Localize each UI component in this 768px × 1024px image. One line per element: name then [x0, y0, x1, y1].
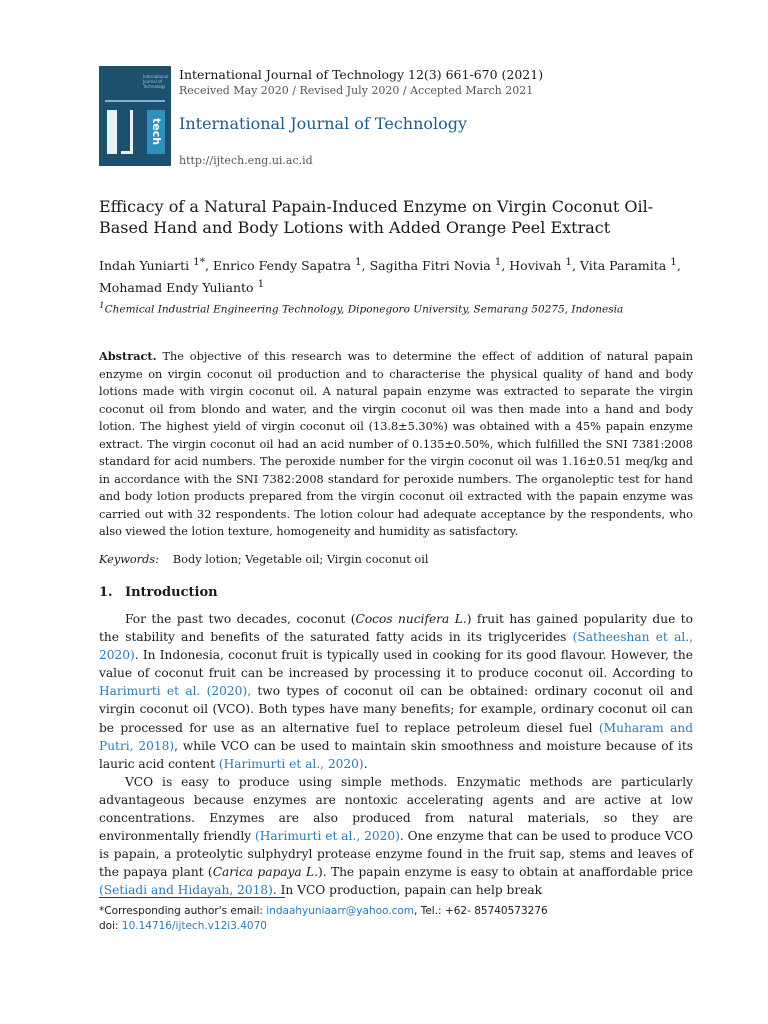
abstract — [99, 348, 693, 541]
author-name: Enrico Fendy Sapatra — [212, 258, 351, 274]
journal-citation: International Journal of Technology 12(3) 661-670 (2021) — [179, 67, 544, 82]
cover-divider — [105, 100, 165, 102]
species-name: Carica papaya L. — [212, 865, 318, 880]
footnote — [99, 904, 548, 934]
cover-line: Technology — [143, 84, 166, 89]
abstract-label: Abstract. — [99, 349, 157, 363]
intro-paragraph-1 — [99, 610, 693, 773]
keywords-label: Keywords: — [99, 553, 159, 566]
logo-i-shape — [107, 110, 117, 154]
doi-link[interactable]: 10.14716/ijtech.v12i3.4070 — [121, 920, 267, 932]
citation-link[interactable]: (Harimurti et al., 2020) — [218, 756, 364, 771]
author-mark: 1* — [193, 256, 205, 268]
citation-link[interactable]: (Satheeshan et al., 2020) — [99, 630, 693, 663]
author-name: Sagitha Fitri Novia — [369, 258, 491, 274]
keywords-text: Body lotion; Vegetable oil; Virgin coconut oil — [172, 553, 429, 566]
text-run: VCO is easy to produce using simple methods. Enzymatic methods are particularly advantageous because enzymes are nontoxic accelerating agents and are active at low concentrations. Enzymes are also produced from natural materials, so they are environmentally friendly — [99, 774, 693, 844]
affiliation-mark: 1 — [99, 301, 105, 311]
text-run: ) fruit has gained popularity due to the stability and benefits of the saturated fatty acids in its triglycerides — [99, 612, 693, 645]
logo-j-shape — [121, 110, 133, 154]
footnote-divider — [99, 897, 285, 898]
citation-link[interactable]: Harimurti et al. (2020), — [99, 684, 252, 699]
text-run: , while VCO can be used to maintain skin smoothness and moisture because of its lauric acid content — [99, 738, 693, 771]
logo-tech-text: tech — [147, 110, 165, 154]
corresponding-author-line — [99, 904, 548, 919]
section-title: Introduction — [125, 585, 218, 600]
abstract-text: The objective of this research was to determine the effect of addition of natural papain enzyme on virgin coconut oil production and to characterise the physical quality of hand and body lotions made with virgin coconut oil. A natural papain enzyme was extracted to separate the virgin coconut oil from blondo and water, and the virgin coconut oil was then made into a hand and body lotion. The highest yield of virgin coconut oil (13.8±5.30%) was obtained with a 45% papain enzyme extract. The virgin coconut oil had an acid number of 0.135±0.50%, which fulfilled the SNI 7381:2008 standard for acid numbers. The peroxide number for the virgin coconut oil was 1.16±0.51 meq/kg and in accordance with the SNI 7382:2008 standard for peroxide numbers. The organoleptic test for hand and body lotion products prepared from the virgin coconut oil extracted with the papain enzyme was carried out with 32 respondents. The lotion colour had adequate acceptance by the respondents, who also viewed the lotion texture, homogeneity and humidity as satisfactory. — [99, 350, 694, 538]
introduction-body — [99, 610, 693, 900]
cover-line: International — [143, 74, 169, 79]
citation-link[interactable]: (Harimurti et al., 2020) — [255, 829, 400, 844]
author-name: Indah Yuniarti — [99, 258, 190, 274]
species-name: Cocos nucifera L. — [355, 612, 467, 626]
journal-cover-image — [99, 66, 171, 166]
text-run: . One enzyme that can be used to produce VCO is papain, a proteolytic sulphydryl protease enzyme found in the fruit sap, stems and leaves of the papaya plant ( — [99, 829, 693, 880]
author-mark: 1 — [354, 256, 362, 268]
affiliation-text: Chemical Industrial Engineering Technology, Diponegoro University, Semarang 50275, Indonesia — [104, 303, 624, 316]
corr-label: *Corresponding author's email: — [99, 905, 267, 917]
section-heading-introduction — [99, 585, 218, 600]
email-link[interactable]: indaahyuniaarr@yahoo.com — [266, 905, 415, 917]
paper-title: Efficacy of a Natural Papain-Induced Enzyme on Virgin Coconut Oil-Based Hand and Body Lotions with Added Orange Peel Extract — [99, 197, 654, 237]
text-run: ). The papain enzyme is easy to obtain at anaffordable price — [318, 865, 694, 880]
cover-line: Journal of — [143, 79, 162, 84]
telephone: , Tel.: +62- 85740573276 — [414, 905, 548, 917]
author-mark: 1 — [670, 256, 677, 268]
doi-label: doi: — [99, 920, 122, 932]
citation-link[interactable]: (Muharam and Putri, 2018) — [99, 720, 694, 753]
author-list: Indah Yuniarti $^{1*}$, Enrico Fendy Sapatra $^1$, Sagitha Fitri Novia $^1$, Hovivah $^1$, Vita Paramita $^1$, Mohamad Endy Yulianto $^1$ — [99, 256, 681, 296]
text-run: . In Indonesia, coconut fruit is typically used in cooking for its good flavour. However, the value of coconut fruit can be increased by processing it to produce coconut oil. According to — [99, 648, 693, 681]
cover-text — [143, 74, 169, 89]
author-mark: 1 — [257, 278, 265, 291]
author-mark: 1 — [494, 256, 502, 268]
received-dates: Received May 2020 / Revised July 2020 / Accepted March 2021 — [179, 84, 534, 97]
keywords — [99, 553, 428, 566]
text-run: two types of coconut oil can be obtained: ordinary coconut oil and virgin coconut oil (VCO). Both types have many benefits; for example, ordinary coconut oil can be processed for use as an alternative fuel to replace petroleum diesel fuel — [99, 684, 693, 735]
author-name: Vita Paramita — [579, 258, 667, 274]
section-number: 1. — [99, 585, 113, 600]
intro-paragraph-2 — [99, 773, 693, 900]
affiliation — [99, 301, 699, 316]
journal-title: International Journal of Technology — [179, 114, 468, 133]
author-name: Hovivah — [509, 258, 562, 274]
text-run: . — [363, 756, 368, 771]
journal-url[interactable]: http://ijtech.eng.ui.ac.id — [179, 154, 313, 167]
doi-line — [99, 919, 548, 934]
text-run: . In VCO production, papain can help break — [272, 883, 543, 898]
author-name: Mohamad Endy Yulianto — [99, 280, 254, 296]
author-mark: 1 — [565, 256, 572, 268]
citation-link[interactable]: (Setiadi and Hidayah, 2018) — [99, 883, 273, 898]
text-run: For the past two decades, coconut ( — [125, 612, 356, 626]
